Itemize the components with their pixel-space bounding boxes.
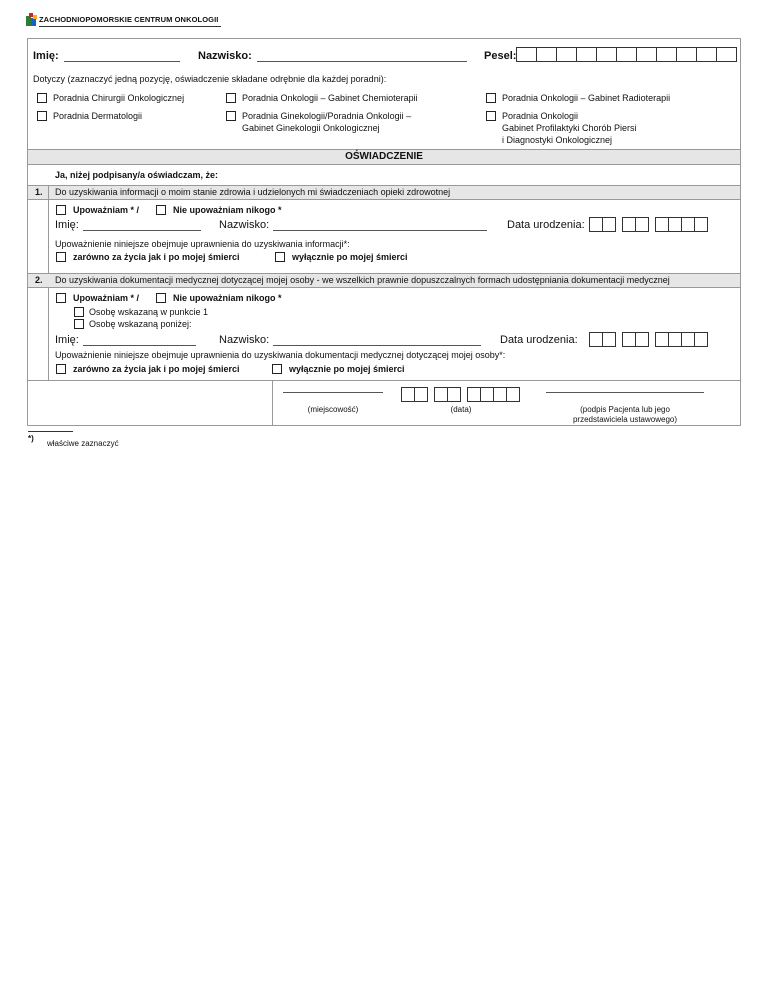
life-and-death-checkbox[interactable] bbox=[56, 252, 66, 262]
clinics-instruction: Dotyczy (zaznaczyć jedną pozycję, oświadczenie składane odrębnie dla każdej poradni): bbox=[33, 74, 387, 84]
digit-box[interactable] bbox=[696, 47, 717, 62]
place-caption: (miejscowość) bbox=[307, 405, 359, 414]
person-below-checkbox[interactable] bbox=[74, 319, 84, 329]
place-field[interactable] bbox=[283, 392, 383, 393]
signature-caption-line2: przedstawiciela ustawowego) bbox=[572, 415, 678, 424]
digit-box[interactable] bbox=[576, 47, 597, 62]
digit-box[interactable] bbox=[716, 47, 737, 62]
clinic-checkbox[interactable] bbox=[37, 111, 47, 121]
digit-box[interactable] bbox=[635, 217, 649, 232]
footnote-rule bbox=[28, 431, 73, 432]
digit-box[interactable] bbox=[655, 332, 669, 347]
authorize-label: Upoważniam * / bbox=[73, 205, 140, 215]
dob-field[interactable] bbox=[589, 217, 713, 233]
clinic-checkbox[interactable] bbox=[486, 93, 496, 103]
dob-field[interactable] bbox=[589, 332, 713, 348]
clinic-label: Poradnia Ginekologii/Poradnia Onkologii – bbox=[242, 111, 412, 121]
digit-box[interactable] bbox=[602, 332, 616, 347]
last-name-label: Nazwisko: bbox=[198, 50, 252, 62]
authorized-first-name-field[interactable] bbox=[83, 345, 196, 346]
digit-box[interactable] bbox=[536, 47, 557, 62]
digit-box[interactable] bbox=[556, 47, 577, 62]
clinic-label: Poradnia Onkologii bbox=[502, 111, 579, 121]
date-caption: (data) bbox=[450, 405, 472, 414]
dob-label: Data urodzenia: bbox=[507, 219, 585, 231]
section1-heading: Do uzyskiwania informacji o moim stanie zdrowia i udzielonych mi świadczeniach opieki zdrowotnej bbox=[55, 187, 451, 197]
clinic-label: Gabinet Ginekologii Onkologicznej bbox=[242, 123, 380, 133]
clinic-label: Poradnia Chirurgii Onkologicznej bbox=[53, 93, 185, 103]
footnote-marker: *) bbox=[28, 434, 34, 443]
authorize-checkbox[interactable] bbox=[56, 293, 66, 303]
authorize-checkbox[interactable] bbox=[56, 205, 66, 215]
person-point1-checkbox[interactable] bbox=[74, 307, 84, 317]
statement-intro: Ja, niżej podpisany/a oświadczam, że: bbox=[55, 170, 219, 180]
digit-box[interactable] bbox=[589, 217, 603, 232]
not-authorize-label: Nie upoważniam nikogo * bbox=[173, 293, 282, 303]
header-underline bbox=[39, 26, 221, 27]
digit-box[interactable] bbox=[414, 387, 428, 402]
life-and-death-checkbox[interactable] bbox=[56, 364, 66, 374]
digit-box[interactable] bbox=[636, 47, 657, 62]
digit-box[interactable] bbox=[401, 387, 415, 402]
section2-number: 2. bbox=[35, 275, 43, 285]
person-point1-label: Osobę wskazaną w punkcie 1 bbox=[89, 307, 209, 317]
digit-box[interactable] bbox=[480, 387, 494, 402]
digit-box[interactable] bbox=[616, 47, 637, 62]
person-below-label: Osobę wskazaną poniżej: bbox=[89, 319, 192, 329]
clinic-label: Gabinet Profilaktyki Chorób Piersi bbox=[502, 123, 637, 133]
clinic-checkbox[interactable] bbox=[37, 93, 47, 103]
digit-box[interactable] bbox=[694, 332, 708, 347]
after-death-label: wyłącznie po mojej śmierci bbox=[289, 364, 405, 374]
logo-icon bbox=[26, 13, 38, 26]
org-name: ZACHODNIOPOMORSKIE CENTRUM ONKOLOGII bbox=[39, 15, 219, 24]
clinic-label: Poradnia Onkologii – Gabinet Radioterapii bbox=[502, 93, 671, 103]
digit-box[interactable] bbox=[493, 387, 507, 402]
clinic-label: Poradnia Dermatologii bbox=[53, 111, 143, 121]
section1-number: 1. bbox=[35, 187, 43, 197]
digit-box[interactable] bbox=[676, 47, 697, 62]
pesel-label: Pesel: bbox=[484, 50, 517, 62]
not-authorize-checkbox[interactable] bbox=[156, 205, 166, 215]
digit-box[interactable] bbox=[622, 217, 636, 232]
last-name-field[interactable] bbox=[257, 61, 467, 62]
after-death-label: wyłącznie po mojej śmierci bbox=[292, 252, 408, 262]
dob-label: Data urodzenia: bbox=[500, 334, 578, 346]
clinic-label: Poradnia Onkologii – Gabinet Chemioterapii bbox=[242, 93, 418, 103]
digit-box[interactable] bbox=[635, 332, 649, 347]
digit-box[interactable] bbox=[516, 47, 537, 62]
clinic-label: i Diagnostyki Onkologicznej bbox=[502, 135, 613, 145]
digit-box[interactable] bbox=[668, 332, 682, 347]
section2-heading: Do uzyskiwania dokumentacji medycznej dotyczącej mojej osoby - we wszelkich prawnie dopuszczalnych formach udostępniania dokumentacji medycznej bbox=[55, 275, 670, 285]
digit-box[interactable] bbox=[694, 217, 708, 232]
authorized-first-name-label: Imię: bbox=[55, 334, 79, 346]
authorized-last-name-label: Nazwisko: bbox=[219, 219, 270, 231]
after-death-checkbox[interactable] bbox=[272, 364, 282, 374]
signature-area-left-line bbox=[272, 380, 273, 426]
digit-box[interactable] bbox=[596, 47, 617, 62]
life-and-death-label: zarówno za życia jak i po mojej śmierci bbox=[73, 252, 240, 262]
digit-box[interactable] bbox=[622, 332, 636, 347]
authorized-last-name-field[interactable] bbox=[273, 345, 481, 346]
life-and-death-label: zarówno za życia jak i po mojej śmierci bbox=[73, 364, 240, 374]
digit-box[interactable] bbox=[656, 47, 677, 62]
date-field[interactable] bbox=[401, 387, 521, 403]
authorized-first-name-field[interactable] bbox=[83, 230, 201, 231]
authorized-last-name-label: Nazwisko: bbox=[219, 334, 270, 346]
not-authorize-checkbox[interactable] bbox=[156, 293, 166, 303]
signature-field[interactable] bbox=[546, 392, 704, 393]
digit-box[interactable] bbox=[602, 217, 616, 232]
signature-caption-line1: (podpis Pacjenta lub jego bbox=[580, 405, 670, 414]
authorized-first-name-label: Imię: bbox=[55, 219, 79, 231]
signature-area-top-line bbox=[28, 380, 740, 381]
digit-box[interactable] bbox=[434, 387, 448, 402]
digit-box[interactable] bbox=[589, 332, 603, 347]
footnote-text: właściwe zaznaczyć bbox=[47, 439, 119, 448]
authorized-last-name-field[interactable] bbox=[273, 230, 487, 231]
not-authorize-label: Nie upoważniam nikogo * bbox=[173, 205, 282, 215]
clinic-checkbox[interactable] bbox=[486, 111, 496, 121]
digit-box[interactable] bbox=[506, 387, 520, 402]
digit-box[interactable] bbox=[681, 217, 695, 232]
after-death-checkbox[interactable] bbox=[275, 252, 285, 262]
clinic-checkbox[interactable] bbox=[226, 93, 236, 103]
signature-caption bbox=[546, 405, 704, 425]
section2-scope-text: Upoważnienie niniejsze obejmuje uprawnienia do uzyskiwania dokumentacji medycznej dotyczącej mojej osoby*: bbox=[55, 350, 506, 360]
first-name-label: Imię: bbox=[33, 50, 59, 62]
digit-box[interactable] bbox=[668, 217, 682, 232]
first-name-field[interactable] bbox=[64, 61, 180, 62]
statement-title: OŚWIADCZENIE bbox=[345, 151, 423, 162]
digit-box[interactable] bbox=[447, 387, 461, 402]
digit-box[interactable] bbox=[681, 332, 695, 347]
section1-scope-text: Upoważnienie niniejsze obejmuje uprawnienia do uzyskiwania informacji*: bbox=[55, 239, 350, 249]
authorize-label: Upoważniam * / bbox=[73, 293, 140, 303]
clinic-checkbox[interactable] bbox=[226, 111, 236, 121]
pesel-field[interactable] bbox=[516, 47, 736, 63]
digit-box[interactable] bbox=[655, 217, 669, 232]
digit-box[interactable] bbox=[467, 387, 481, 402]
